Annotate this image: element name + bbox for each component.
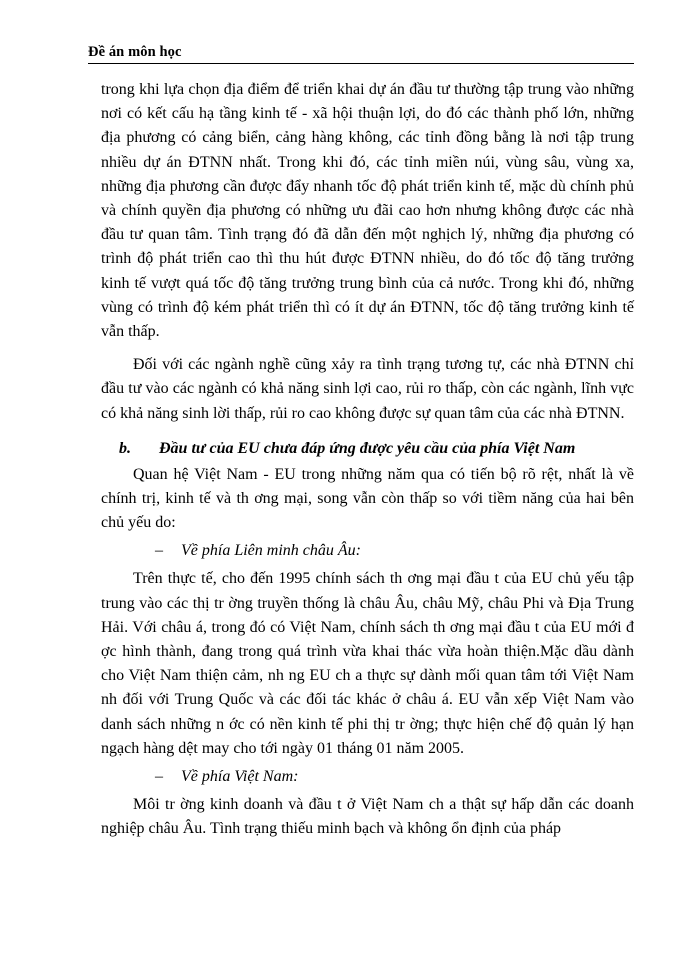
document-body bbox=[101, 72, 634, 841]
page-header bbox=[88, 44, 634, 64]
paragraph-eu-policy: Trên thực tế, cho đến 1995 chính sách th ơng mại đầu t của EU chủ yếu tập trung vào các thị tr ờng truyền thống là châu Âu, châu Mỹ, châu Phi và Địa Trung Hải. Với châu á, trong đó có Việt Nam, chính sách th ơng mại đầu t của EU mới đ ợc hình thành, đang trong quá trình vừa khai thác vừa hoàn thiện.Mặc dầu dành cho Việt Nam thiện cảm, nh ng EU ch a thực sự dành mối quan tâm tới Việt Nam nh đối với Trung Quốc và các đối tác khác ở châu á. EU vẫn xếp Việt Nam vào danh sách những n ớc có nền kinh tế phi thị tr ờng; thực hiện chế độ quản lý hạn ngạch hàng dệt may cho tới ngày 01 tháng 01 năm 2005. bbox=[101, 570, 634, 757]
dash-bullet: – bbox=[155, 542, 163, 560]
header-title: Đề án môn học bbox=[88, 44, 182, 60]
subheading-vn-side bbox=[101, 765, 634, 789]
section-heading-b bbox=[101, 437, 634, 461]
section-number: b. bbox=[119, 439, 131, 457]
paragraph-fdi-location: trong khi lựa chọn địa điểm để triển khai dự án đầu tư thường tập trung vào những nơi có kết cấu hạ tầng kinh tế - xã hội thuận lợi, do đó các thành phố lớn, những địa phương có cảng biển, cảng hàng không, các tỉnh đồng bằng là nơi tập trung nhiều dự án ĐTNN nhất. Trong khi đó, các tỉnh miền núi, vùng sâu, vùng xa, những địa phương cần được đẩy nhanh tốc độ phát triển kinh tế, mặc dù chính phủ và chính quyền địa phương có những ưu đãi cao hơn nhưng không được các nhà đầu tư quan tâm. Tình trạng đó đã dẫn đến một nghịch lý, những địa phương có trình độ phát triển cao thì thu hút được ĐTNN nhiều, do đó tốc độ tăng trưởng kinh tế vượt quá tốc độ tăng trưởng trung bình của cả nước. Trong khi đó, những vùng có trình độ kém phát triển thì có ít dự án ĐTNN, tốc độ tăng trưởng kinh tế vẫn thấp. bbox=[101, 81, 634, 341]
paragraph-fdi-sectors: Đối với các ngành nghề cũng xảy ra tình trạng tương tự, các nhà ĐTNN chỉ đầu tư vào các ngành có khả năng sinh lợi cao, rủi ro thấp, còn các ngành, lĩnh vực có khả năng sinh lời thấp, rủi ro cao không được sự quan tâm của các nhà ĐTNN. bbox=[101, 356, 634, 422]
section-title: Đầu tư của EU chưa đáp ứng được yêu cầu của phía Việt Nam bbox=[159, 439, 576, 457]
paragraph-vn-eu-relations: Quan hệ Việt Nam - EU trong những năm qua có tiến bộ rõ rệt, nhất là về chính trị, kinh tế và th ơng mại, song vẫn còn thấp so với tiềm năng của hai bên chủ yếu do: bbox=[101, 465, 634, 532]
subheading-eu-side bbox=[101, 539, 634, 563]
paragraph-vn-environment: Môi tr ờng kinh doanh và đầu t ở Việt Nam ch a thật sự hấp dẫn các doanh nghiệp châu Âu. Tình trạng thiếu minh bạch và không ổn định của pháp bbox=[101, 796, 634, 838]
subheading-label: Về phía Việt Nam: bbox=[181, 768, 299, 786]
subheading-label: Về phía Liên minh châu Âu: bbox=[181, 542, 361, 560]
dash-bullet: – bbox=[155, 768, 163, 786]
